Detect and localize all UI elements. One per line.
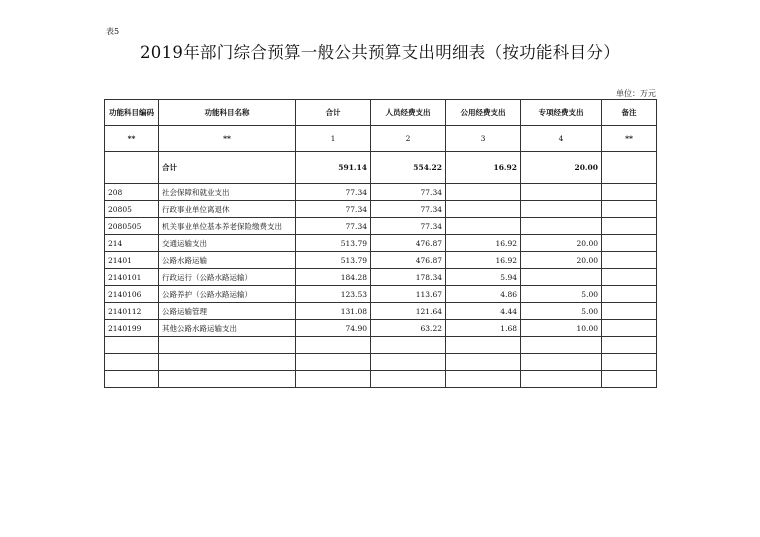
total-note bbox=[602, 152, 657, 184]
table-row bbox=[105, 337, 657, 354]
cell-personnel: 63.22 bbox=[371, 320, 446, 337]
cell-note bbox=[602, 320, 657, 337]
cell-total bbox=[296, 337, 371, 354]
header-row bbox=[105, 100, 657, 126]
cell-code: 2140112 bbox=[105, 303, 159, 320]
cell-personnel bbox=[371, 371, 446, 388]
cell-code: 21401 bbox=[105, 252, 159, 269]
cell-total: 184.28 bbox=[296, 269, 371, 286]
total-code bbox=[105, 152, 159, 184]
cell-public bbox=[446, 201, 521, 218]
cell-total: 513.79 bbox=[296, 252, 371, 269]
header-total: 合计 bbox=[296, 100, 371, 126]
header-special: 专项经费支出 bbox=[521, 100, 602, 126]
total-row bbox=[105, 152, 657, 184]
cell-personnel: 121.64 bbox=[371, 303, 446, 320]
cell-note bbox=[602, 184, 657, 201]
cell-public bbox=[446, 184, 521, 201]
cell-special bbox=[521, 184, 602, 201]
cell-total: 131.08 bbox=[296, 303, 371, 320]
total-personnel: 554.22 bbox=[371, 152, 446, 184]
index-cell: ** bbox=[105, 126, 159, 152]
cell-name bbox=[159, 371, 296, 388]
cell-special: 5.00 bbox=[521, 303, 602, 320]
cell-personnel: 77.34 bbox=[371, 201, 446, 218]
cell-total bbox=[296, 371, 371, 388]
total-special: 20.00 bbox=[521, 152, 602, 184]
cell-note bbox=[602, 235, 657, 252]
cell-code: 2080505 bbox=[105, 218, 159, 235]
cell-personnel: 77.34 bbox=[371, 184, 446, 201]
cell-total: 77.34 bbox=[296, 201, 371, 218]
cell-personnel: 77.34 bbox=[371, 218, 446, 235]
table-row bbox=[105, 320, 657, 337]
table-row bbox=[105, 269, 657, 286]
table-row bbox=[105, 252, 657, 269]
cell-code bbox=[105, 337, 159, 354]
cell-name: 行政运行（公路水路运输） bbox=[159, 269, 296, 286]
cell-code: 20805 bbox=[105, 201, 159, 218]
table-row bbox=[105, 235, 657, 252]
cell-code: 2140199 bbox=[105, 320, 159, 337]
cell-name: 交通运输支出 bbox=[159, 235, 296, 252]
cell-total: 123.53 bbox=[296, 286, 371, 303]
cell-total: 77.34 bbox=[296, 184, 371, 201]
cell-note bbox=[602, 201, 657, 218]
unit-label: 单位：万元 bbox=[616, 89, 656, 98]
cell-note bbox=[602, 286, 657, 303]
cell-total bbox=[296, 354, 371, 371]
cell-name bbox=[159, 354, 296, 371]
cell-personnel: 476.87 bbox=[371, 235, 446, 252]
total-public: 16.92 bbox=[446, 152, 521, 184]
expenditure-table bbox=[104, 99, 657, 388]
cell-public: 16.92 bbox=[446, 252, 521, 269]
header-public: 公用经费支出 bbox=[446, 100, 521, 126]
index-cell: ** bbox=[602, 126, 657, 152]
cell-special bbox=[521, 371, 602, 388]
cell-name bbox=[159, 337, 296, 354]
cell-special: 20.00 bbox=[521, 252, 602, 269]
cell-special: 10.00 bbox=[521, 320, 602, 337]
index-cell: 1 bbox=[296, 126, 371, 152]
index-cell: 4 bbox=[521, 126, 602, 152]
cell-note bbox=[602, 269, 657, 286]
cell-personnel bbox=[371, 337, 446, 354]
index-row bbox=[105, 126, 657, 152]
index-cell: 2 bbox=[371, 126, 446, 152]
cell-public: 1.68 bbox=[446, 320, 521, 337]
table-row bbox=[105, 286, 657, 303]
cell-public: 4.86 bbox=[446, 286, 521, 303]
cell-personnel bbox=[371, 354, 446, 371]
cell-name: 其他公路水路运输支出 bbox=[159, 320, 296, 337]
index-cell: ** bbox=[159, 126, 296, 152]
header-name: 功能科目名称 bbox=[159, 100, 296, 126]
table-row bbox=[105, 201, 657, 218]
cell-special bbox=[521, 337, 602, 354]
total-label: 合计 bbox=[159, 152, 296, 184]
cell-public: 5.94 bbox=[446, 269, 521, 286]
table-row bbox=[105, 184, 657, 201]
document-title: 2019年部门综合预算一般公共预算支出明细表（按功能科目分） bbox=[140, 43, 620, 62]
cell-public bbox=[446, 371, 521, 388]
total-sum: 591.14 bbox=[296, 152, 371, 184]
cell-special: 5.00 bbox=[521, 286, 602, 303]
cell-public: 4.44 bbox=[446, 303, 521, 320]
cell-total: 513.79 bbox=[296, 235, 371, 252]
cell-code bbox=[105, 371, 159, 388]
cell-public bbox=[446, 218, 521, 235]
cell-code: 2140101 bbox=[105, 269, 159, 286]
cell-total: 77.34 bbox=[296, 218, 371, 235]
table-row bbox=[105, 303, 657, 320]
cell-personnel: 113.67 bbox=[371, 286, 446, 303]
cell-special: 20.00 bbox=[521, 235, 602, 252]
cell-name: 公路水路运输 bbox=[159, 252, 296, 269]
table-row bbox=[105, 371, 657, 388]
index-cell: 3 bbox=[446, 126, 521, 152]
cell-personnel: 178.34 bbox=[371, 269, 446, 286]
cell-public bbox=[446, 354, 521, 371]
cell-special bbox=[521, 269, 602, 286]
cell-note bbox=[602, 337, 657, 354]
cell-name: 公路养护（公路水路运输） bbox=[159, 286, 296, 303]
table-row bbox=[105, 218, 657, 235]
cell-code: 214 bbox=[105, 235, 159, 252]
cell-special bbox=[521, 354, 602, 371]
table-number: 表5 bbox=[106, 27, 120, 36]
cell-note bbox=[602, 371, 657, 388]
table-row bbox=[105, 354, 657, 371]
cell-total: 74.90 bbox=[296, 320, 371, 337]
cell-note bbox=[602, 354, 657, 371]
cell-special bbox=[521, 201, 602, 218]
cell-special bbox=[521, 218, 602, 235]
cell-code bbox=[105, 354, 159, 371]
cell-note bbox=[602, 303, 657, 320]
cell-name: 机关事业单位基本养老保险缴费支出 bbox=[159, 218, 296, 235]
cell-name: 行政事业单位离退休 bbox=[159, 201, 296, 218]
header-code: 功能科目编码 bbox=[105, 100, 159, 126]
cell-public: 16.92 bbox=[446, 235, 521, 252]
cell-name: 社会保障和就业支出 bbox=[159, 184, 296, 201]
cell-note bbox=[602, 252, 657, 269]
cell-code: 2140106 bbox=[105, 286, 159, 303]
cell-code: 208 bbox=[105, 184, 159, 201]
cell-personnel: 476.87 bbox=[371, 252, 446, 269]
header-personnel: 人员经费支出 bbox=[371, 100, 446, 126]
cell-note bbox=[602, 218, 657, 235]
header-note: 备注 bbox=[602, 100, 657, 126]
cell-public bbox=[446, 337, 521, 354]
cell-name: 公路运输管理 bbox=[159, 303, 296, 320]
